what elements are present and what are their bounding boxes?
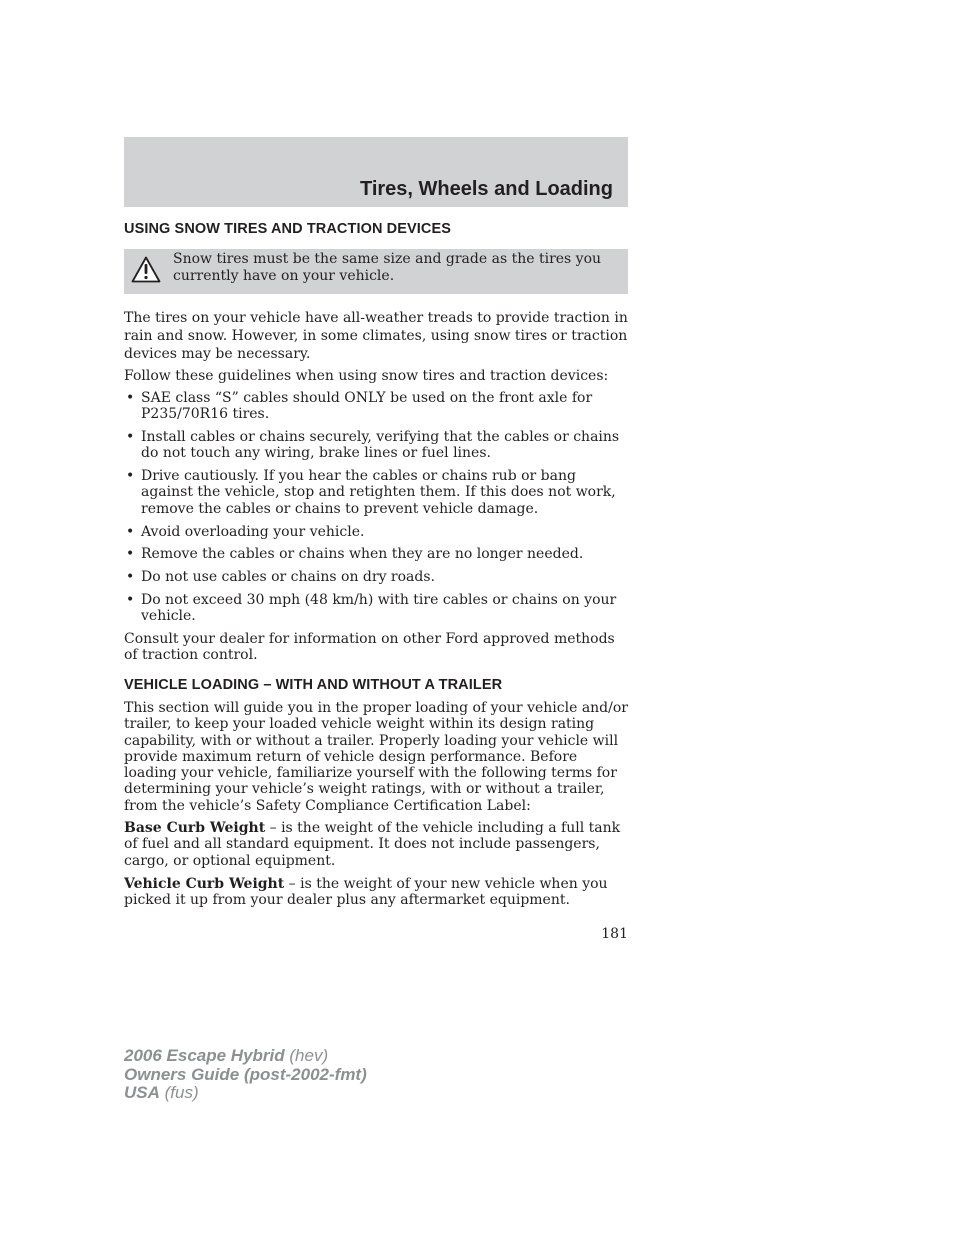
- list-item: • SAE class “S” cables should ONLY be used on the front axle for P235/70R16 tires.: [126, 390, 593, 423]
- header-band: [124, 137, 628, 207]
- list-item: • Avoid overloading your vehicle.: [126, 523, 365, 540]
- closing-paragraph: Consult your dealer for information on other Ford approved methods of traction control.: [124, 631, 615, 664]
- warning-box: [124, 249, 628, 294]
- list-item: • Do not exceed 30 mph (48 km/h) with tire cables or chains on your vehicle.: [126, 591, 617, 625]
- term-base-curb-weight: Base Curb Weight: [124, 820, 266, 836]
- definition-base-curb-weight: Base Curb Weight – is the weight of the vehicle including a full tank of fuel and all standard equipment. It does not include passengers, cargo, or optional equipment.: [124, 820, 621, 869]
- document-footer: 2006 Escape Hybrid (hev) Owners Guide (post-2002-fmt) USA (fus): [124, 1046, 367, 1102]
- guidelines-list: [124, 390, 629, 625]
- section-heading-snow-tires: USING SNOW TIRES AND TRACTION DEVICES: [124, 221, 452, 237]
- section-heading-vehicle-loading: VEHICLE LOADING – WITH AND WITHOUT A TRAILER: [124, 677, 503, 693]
- warning-text: Snow tires must be the same size and grade as the tires you currently have on your vehicle.: [173, 251, 602, 284]
- term-vehicle-curb-weight: Vehicle Curb Weight: [124, 876, 285, 892]
- guidelines-lead: Follow these guidelines when using snow tires and traction devices:: [124, 368, 609, 384]
- loading-intro-paragraph: This section will guide you in the proper loading of your vehicle and/or trailer, to keep your loaded vehicle weight within its design rating capability, with or without a trailer. Properly loading your vehicle will provide maximum return of vehicle design performance. Before loading your vehicle, familiarize yourself with the following terms for determining your vehicle’s weight ratings, with or without a trailer, from the vehicle’s Safety Compliance Certification Label:: [124, 700, 628, 814]
- definition-vehicle-curb-weight: Vehicle Curb Weight – is the weight of your new vehicle when you picked it up from your dealer plus any aftermarket equipment.: [124, 876, 608, 909]
- warning-triangle-icon: [131, 256, 161, 283]
- page-number: 181: [601, 926, 628, 942]
- intro-paragraph: The tires on your vehicle have all-weather treads to provide traction in rain and snow. However, in some climates, using snow tires or traction devices may be necessary.: [124, 310, 628, 362]
- list-item: • Do not use cables or chains on dry roads.: [126, 569, 435, 586]
- list-item: • Drive cautiously. If you hear the cables or chains rub or bang against the vehicle, stop and retighten them. If this does not work, remove the cables or chains to prevent vehicle damage.: [126, 468, 616, 517]
- page-title: Tires, Wheels and Loading: [359, 178, 613, 200]
- list-item: • Install cables or chains securely, verifying that the cables or chains do not touch any wiring, brake lines or fuel lines.: [126, 429, 620, 462]
- list-item: • Remove the cables or chains when they are no longer needed.: [126, 546, 584, 563]
